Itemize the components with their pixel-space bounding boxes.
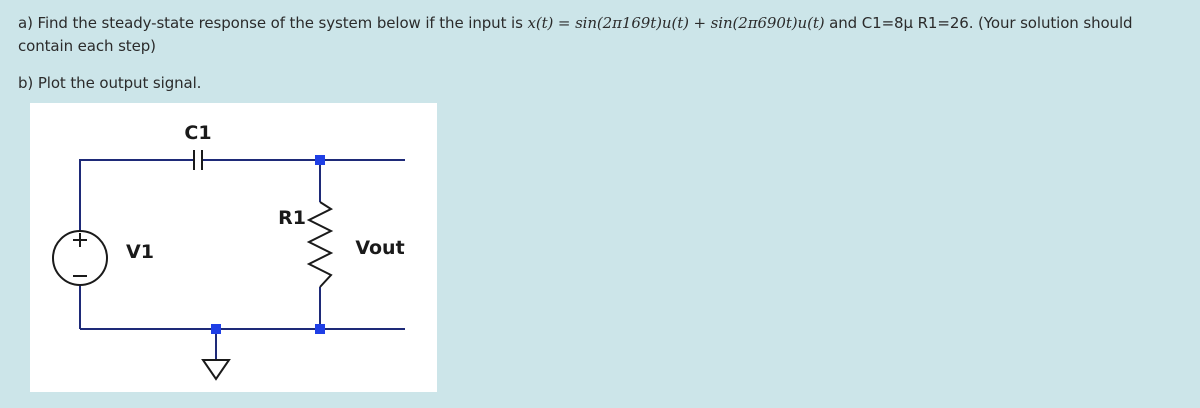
label-r1: R1 xyxy=(278,207,306,229)
capacitor-c1-symbol xyxy=(194,150,202,170)
question-a-suffix: and C1=8μ R1=26. (Your solution should contain each step) xyxy=(18,14,1133,55)
question-a-prefix: a) Find the steady-state response of the system below if the input is xyxy=(18,14,528,32)
resistor-r1-symbol xyxy=(309,202,331,287)
node-bottom-right xyxy=(315,324,325,334)
input-signal-formula: x(t) = sin(2π169t)u(t) + sin(2π690t)u(t) xyxy=(527,14,825,32)
voltage-source-v1-symbol xyxy=(53,231,107,285)
label-c1: C1 xyxy=(184,122,212,144)
label-vout: Vout xyxy=(355,237,405,259)
circuit-nodes xyxy=(211,155,325,334)
node-ground xyxy=(211,324,221,334)
circuit-schematic xyxy=(30,103,437,392)
wire-source-to-c1 xyxy=(80,160,193,231)
question-part-a xyxy=(18,12,1186,58)
ground-icon xyxy=(203,360,229,379)
circuit-diagram xyxy=(30,103,437,392)
label-v1: V1 xyxy=(126,241,154,263)
node-top xyxy=(315,155,325,165)
question-part-b: b) Plot the output signal. xyxy=(18,74,202,92)
